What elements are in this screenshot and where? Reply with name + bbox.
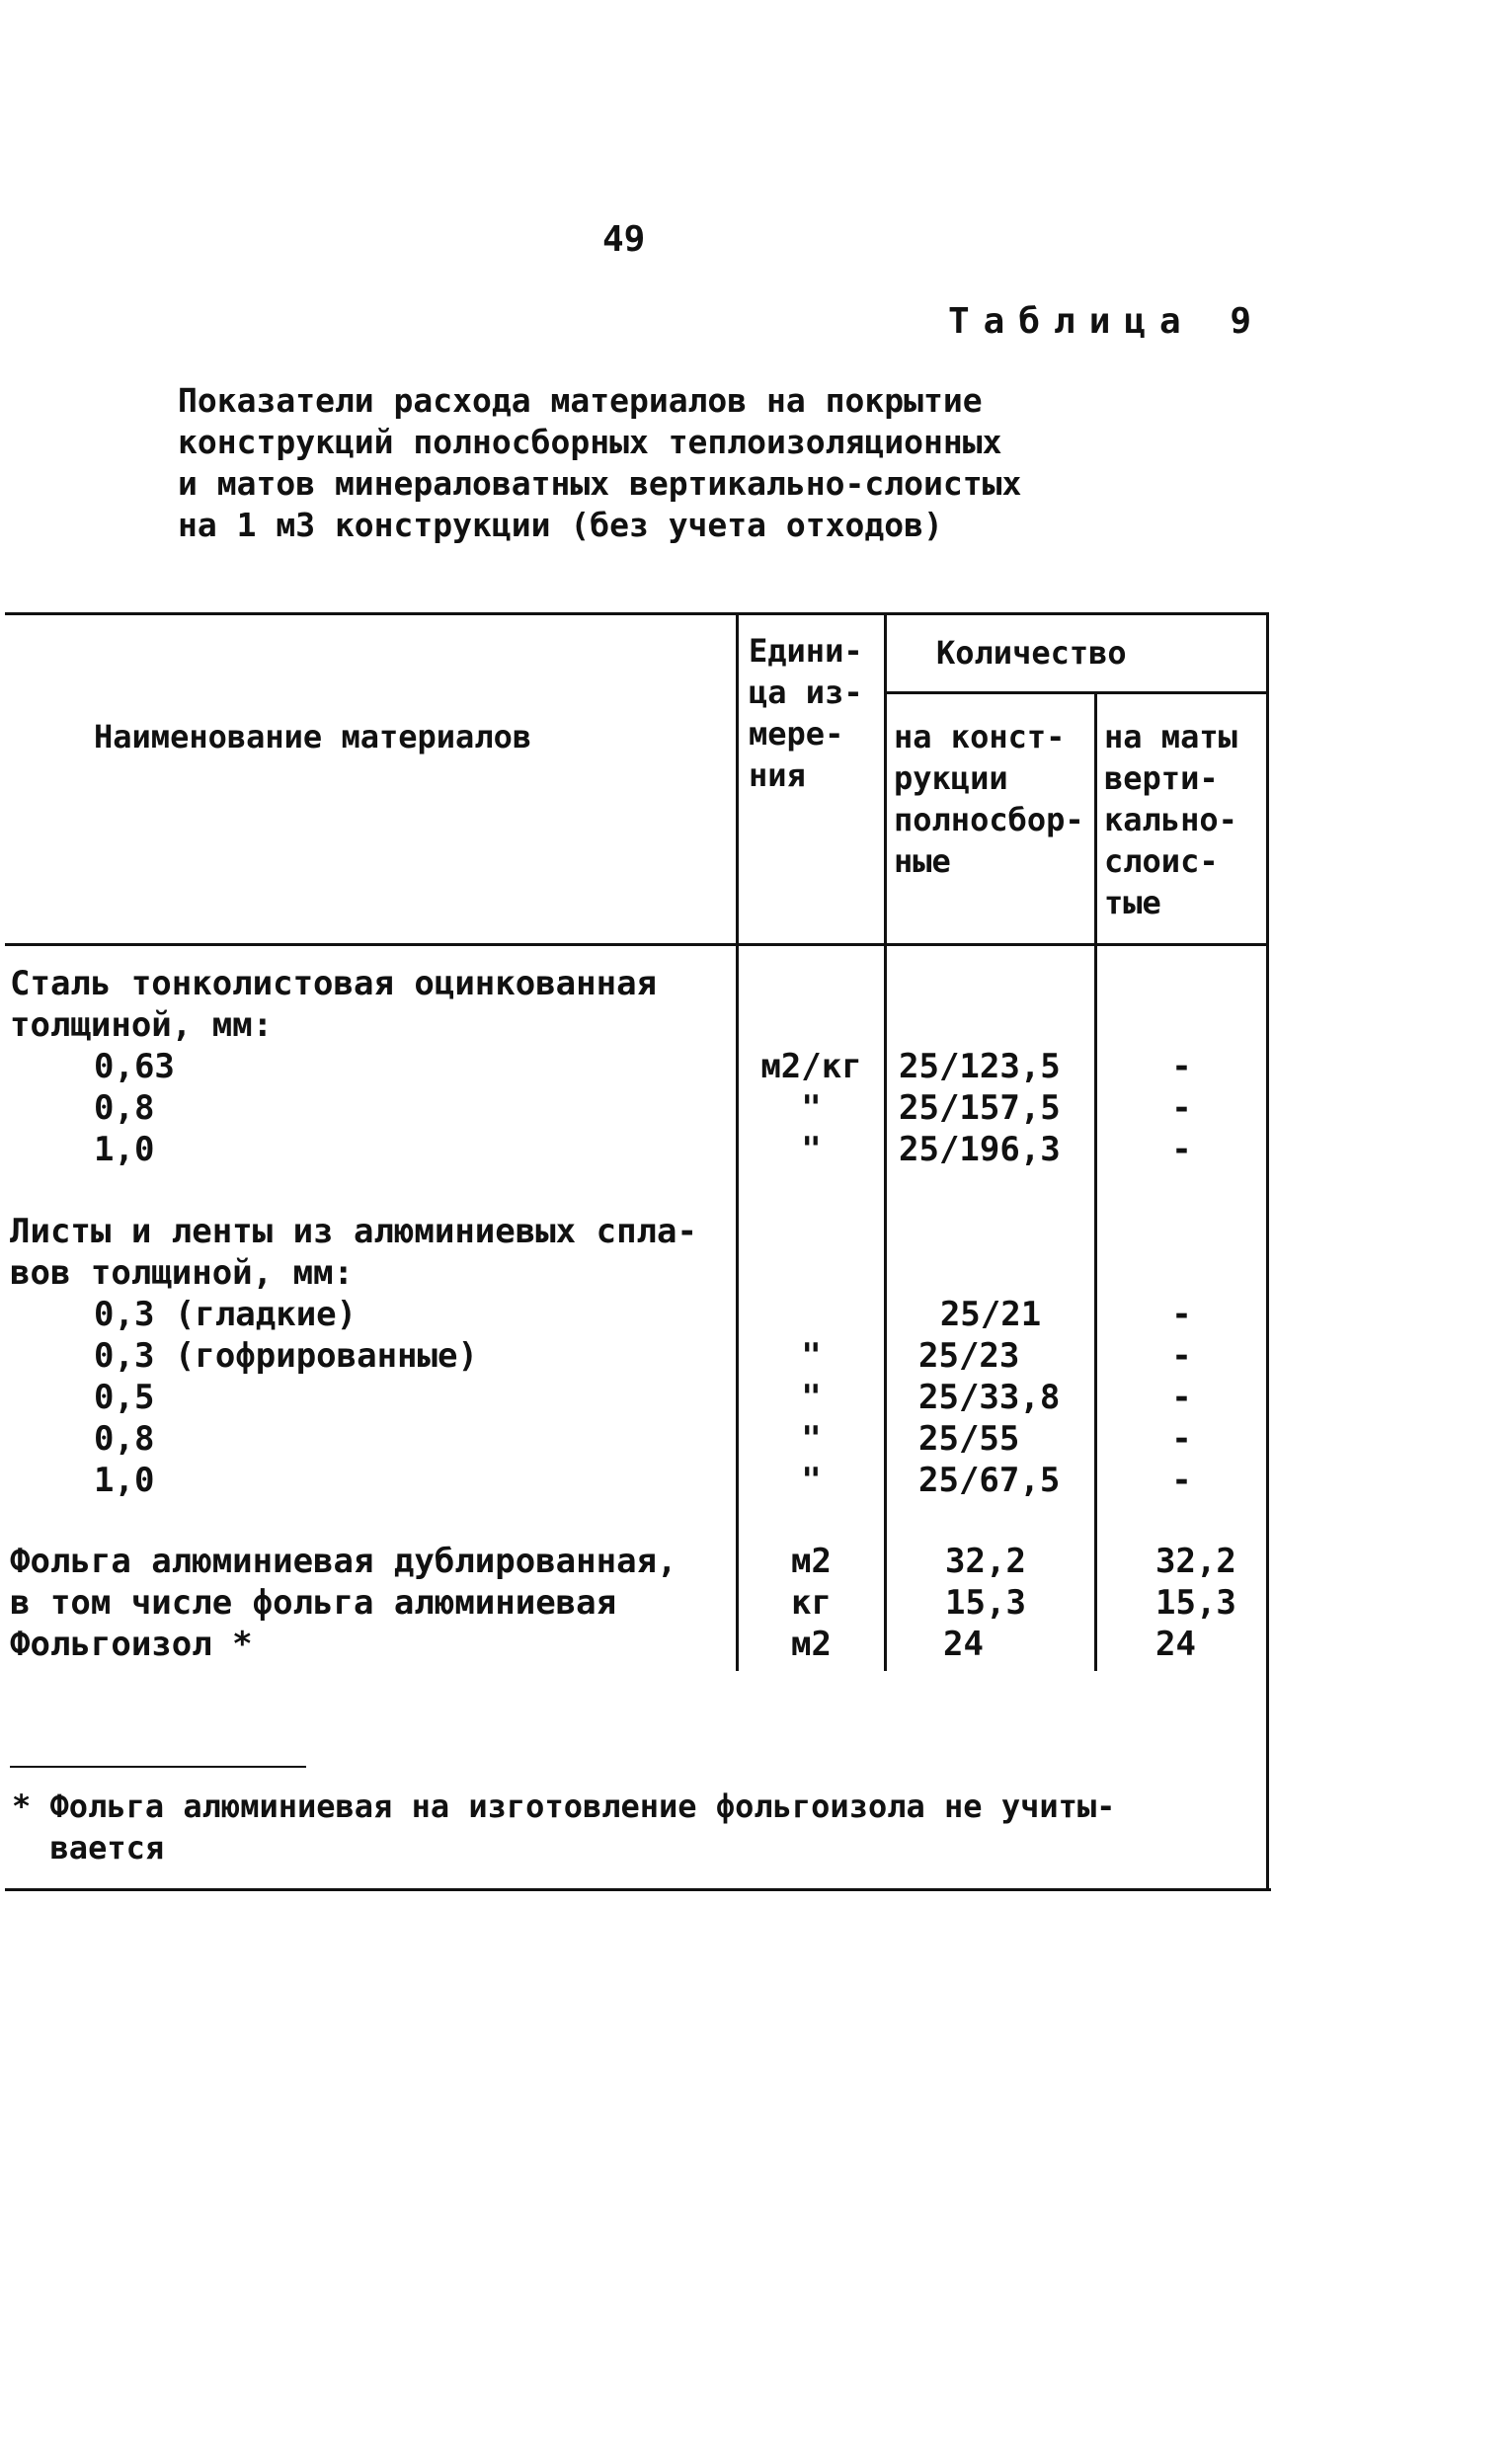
row-q2: -	[1171, 1130, 1192, 1169]
row-q1: 25/157,5	[899, 1088, 1061, 1128]
row-q1: 25/21	[939, 1295, 1042, 1334]
row-unit: "	[801, 1419, 822, 1459]
row-name: 0,8	[94, 1419, 155, 1459]
row-q1: 25/196,3	[899, 1130, 1061, 1169]
header-name: Наименование материалов	[94, 718, 532, 755]
row-q2: -	[1171, 1378, 1192, 1417]
row-unit: "	[801, 1336, 822, 1376]
header-sub-1-line: на конст-	[894, 718, 1066, 755]
row-q2: 24	[1155, 1625, 1196, 1664]
row-unit: м2	[791, 1625, 832, 1664]
row-q1: 25/123,5	[899, 1047, 1061, 1086]
row-q2: 32,2	[1155, 1542, 1236, 1581]
row-q2: -	[1171, 1295, 1192, 1334]
row-name: 0,5	[94, 1378, 155, 1417]
row-q2: -	[1171, 1047, 1192, 1086]
table-right-rule	[1266, 612, 1269, 1891]
row-q1: 25/55	[918, 1419, 1020, 1459]
quantity-subheader-rule	[884, 691, 1269, 694]
row-q2: -	[1171, 1461, 1192, 1500]
row-q2: 15,3	[1155, 1583, 1236, 1623]
row-unit: "	[801, 1461, 822, 1500]
header-unit-line: Едини-	[749, 632, 863, 670]
row-name: 0,3 (гофрированные)	[94, 1336, 478, 1376]
group-heading	[10, 963, 657, 1046]
footnote-line: * Фольга алюминиевая на изготовление фольгоизола не учиты-	[12, 1788, 1116, 1825]
row-q1: 25/23	[918, 1336, 1020, 1376]
row-name: в том числе фольга алюминиевая	[10, 1583, 617, 1623]
row-name: Фольга алюминиевая дублированная,	[10, 1542, 677, 1581]
row-unit: "	[801, 1130, 822, 1169]
header-quantity: Количество	[936, 634, 1127, 672]
row-q2: -	[1171, 1336, 1192, 1376]
row-unit: "	[801, 1088, 822, 1128]
row-name: 1,0	[94, 1461, 155, 1500]
group-heading-line: вов толщиной, мм:	[10, 1253, 354, 1293]
header-unit-line: ния	[749, 756, 806, 794]
row-name: Фольгоизол *	[10, 1625, 253, 1664]
title-line: на 1 м3 конструкции (без учета отходов)	[178, 506, 943, 544]
row-unit: кг	[791, 1583, 832, 1623]
page-number: 49	[602, 219, 646, 260]
title-line: Показатели расхода материалов на покрытие	[178, 381, 983, 420]
group-heading-line: Сталь тонколистовая оцинкованная	[10, 964, 658, 1003]
footnote-line: вается	[12, 1829, 165, 1867]
row-name: 1,0	[94, 1130, 155, 1169]
header-unit-line: ца из-	[749, 674, 863, 711]
row-name: 0,3 (гладкие)	[94, 1295, 358, 1334]
header-bottom-rule	[5, 943, 1269, 946]
row-q1: 25/67,5	[918, 1461, 1061, 1500]
row-q1: 32,2	[945, 1542, 1026, 1581]
quantity-column-left-rule	[884, 612, 887, 1671]
header-sub-1	[894, 716, 1084, 882]
header-sub-1-line: ные	[894, 842, 951, 880]
table-title	[178, 380, 1021, 546]
row-q2: -	[1171, 1088, 1192, 1128]
group-heading	[10, 1211, 697, 1294]
header-unit-line: мере-	[749, 715, 844, 753]
title-line: конструкций полносборных теплоизоляционных	[178, 423, 1002, 461]
header-sub-1-line: полносбор-	[894, 801, 1084, 838]
row-q1: 25/33,8	[918, 1378, 1061, 1417]
header-unit	[749, 630, 863, 796]
title-line: и матов минераловатных вертикально-слоистых	[178, 464, 1022, 503]
row-unit: "	[801, 1378, 822, 1417]
row-unit: м2	[791, 1542, 832, 1581]
table-top-rule	[5, 612, 1269, 615]
row-name: 0,8	[94, 1088, 155, 1128]
row-q2: -	[1171, 1419, 1192, 1459]
header-sub-2	[1104, 716, 1237, 923]
group-heading-line: толщиной, мм:	[10, 1005, 274, 1045]
header-sub-2-line: кально-	[1104, 801, 1237, 838]
row-name: 0,63	[94, 1047, 175, 1086]
header-sub-2-line: верти-	[1104, 759, 1219, 797]
table-label: Таблица 9	[948, 301, 1266, 342]
footnote	[12, 1786, 1115, 1868]
footnote-separator	[10, 1766, 306, 1768]
row-unit: м2/кг	[760, 1047, 862, 1086]
group-heading-line: Листы и ленты из алюминиевых спла-	[10, 1212, 697, 1251]
table-bottom-rule	[5, 1888, 1271, 1891]
sub-column-divider	[1094, 691, 1097, 1671]
row-q1: 15,3	[945, 1583, 1026, 1623]
header-sub-1-line: рукции	[894, 759, 1008, 797]
header-sub-2-line: тые	[1104, 884, 1161, 921]
header-sub-2-line: слоис-	[1104, 842, 1219, 880]
header-sub-2-line: на маты	[1104, 718, 1237, 755]
row-q1: 24	[943, 1625, 984, 1664]
